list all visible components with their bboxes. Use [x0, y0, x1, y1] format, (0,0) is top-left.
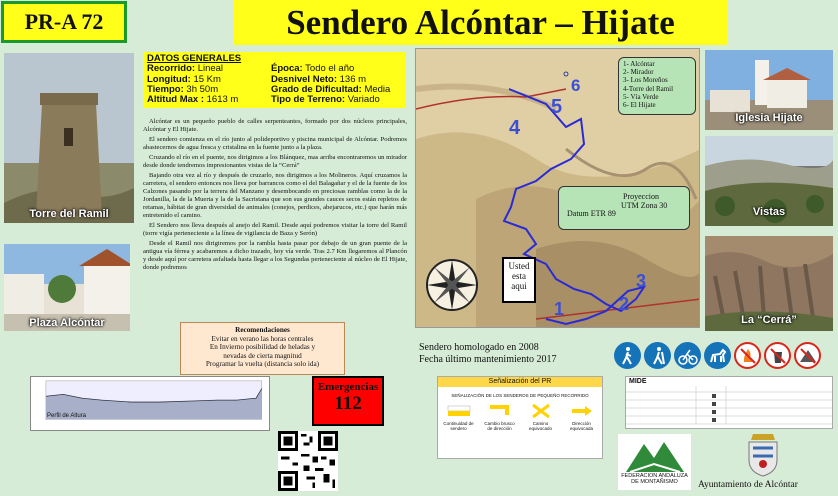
horse-icon: [704, 342, 731, 369]
paragraph: Bajando otra vez al río y después de cruzarlo, nos dirigimos a los Molineros. Aquí cruzamos la carretera, el sendero entonces nos lleva por barrancos como el del Balagañar y el de la fuente de los Calzones pasando por la terrera del Manzano y desembocando en preciosas ramblas como la de la Jordanilla, la de la Muerta y la de la Sacristana que son sus grandes cauces secos están repletos de retamas, hábitat de gran diversidad de animales (conejos, perdices, abejarucos, etc.) que harán más entretenido el camino.: [143, 172, 407, 219]
projection-box: [558, 186, 690, 230]
projection-title: Proyeccion: [623, 192, 659, 201]
profile-label: Perfil de Altura: [47, 413, 87, 419]
cyclist-icon: [674, 342, 701, 369]
caption-vistas: Vistas: [752, 206, 786, 218]
map-marker-3: 3: [636, 271, 647, 291]
value-recorrido: Lineal: [197, 63, 224, 75]
you-are-here-line: esta: [512, 271, 526, 281]
fam-logo: [618, 434, 691, 490]
you-are-here-line: Usted: [508, 261, 530, 271]
caption-cerra: La “Cerrá”: [741, 314, 797, 326]
you-are-here-line: aqui: [511, 281, 527, 291]
datos-generales: [143, 52, 405, 108]
walker-icon: [614, 342, 641, 369]
activity-icons: [614, 342, 836, 372]
recomendacion: En Invierno posibilidad de heladas y: [209, 343, 316, 352]
mide-panel: [625, 376, 833, 429]
photo-torre: [4, 53, 134, 223]
signage-item-label: Dirección equivocada: [569, 421, 594, 431]
value-longitud: 15 Km: [193, 73, 221, 85]
map-marker-5: 5: [551, 96, 563, 118]
wrong-way-mark-icon: [528, 403, 554, 419]
label-longitud: Longitud:: [147, 73, 191, 85]
homologation-info: [419, 342, 556, 366]
emergency-label: Emergencias: [317, 381, 379, 393]
direction-mark-icon: [569, 403, 595, 419]
label-grado: Grado de Dificultad:: [271, 83, 362, 95]
caption-iglesia: Iglesia Hijate: [735, 112, 803, 124]
projection-zone: UTM Zona 30: [621, 201, 668, 210]
elevation-profile: [30, 376, 270, 431]
mide-label: MIDE: [629, 378, 647, 385]
map-marker-6: 6: [571, 76, 581, 95]
caption-torre: Torre del Ramil: [29, 208, 109, 220]
continuity-mark-icon: [446, 403, 472, 419]
no-litter-icon: [764, 342, 791, 369]
no-camping-icon: [794, 342, 821, 369]
signage-panel: [437, 376, 603, 459]
fam-text: FEDERACION ANDALUZA DE MONTAÑISMO: [621, 473, 688, 485]
value-epoca: Todo el año: [305, 63, 355, 75]
route-code: PR-A 72: [1, 1, 127, 43]
signage-marks: [438, 403, 602, 419]
value-tiempo: 3h 50m: [186, 83, 219, 95]
recomendaciones-box: [180, 322, 345, 375]
map-marker-4: 4: [509, 117, 521, 139]
recomendacion: Evitar en verano las horas centrales: [211, 334, 314, 343]
recomendacion: nevadas de cierta magnitud: [223, 351, 302, 360]
emergency-number: 112: [334, 393, 362, 414]
legend-item: 4-Torre del Ramil: [623, 84, 674, 93]
map-marker-2: 2: [619, 294, 630, 314]
legend-item: 5- Vía Verde: [623, 92, 659, 101]
caption-plaza: Plaza Alcóntar: [29, 317, 105, 329]
label-desnivel: Desnivel Neto:: [271, 73, 337, 85]
value-grado: Media: [364, 83, 391, 95]
label-tiempo: Tiempo:: [147, 83, 184, 95]
page-title: Sendero Alcóntar – Hijate: [233, 0, 728, 45]
photo-plaza: [4, 244, 130, 331]
homologation-line: Fecha último mantenimiento 2017: [419, 354, 557, 365]
value-terreno: Variado: [347, 94, 380, 106]
photo-cerra: [705, 236, 833, 331]
paragraph: El Sendero nos lleva después al anejo del Ramil. Desde aquí podremos visitar la torre del Ramil (torre vigía perteneciente a la línea de vigilancia de Baza y Serón): [143, 222, 407, 237]
photo-vistas: [705, 136, 833, 226]
compass-rose-icon: [424, 257, 480, 313]
mide-table: [626, 386, 832, 428]
legend-item: 6- El Hijate: [623, 101, 656, 110]
you-are-here: [502, 257, 536, 303]
hiker-icon: [644, 342, 671, 369]
turn-mark-icon: [487, 403, 513, 419]
label-altitud: Altitud Max :: [147, 94, 204, 106]
homologation-line: Sendero homologado en 2008: [419, 342, 539, 353]
label-epoca: Época:: [271, 63, 303, 75]
value-altitud: 1613 m: [206, 94, 239, 106]
signage-item-label: Cambio brusco de dirección: [484, 421, 515, 431]
signage-subheading: SEÑALIZACIÓN DE LOS SENDEROS DE PEQUEÑO RECORRIDO: [451, 393, 589, 398]
paragraph: Desde el Ramil nos dirigiremos por la rambla hasta pasar por debajo de un gran puente de la antigua vía férrea y acabaremos a dicho trazado, hoy vía verde. Tras 2.7 Km llegaremos al Plancón y desde aquí por carretera asfaltada hasta llegar a los Segundas perteneciente al núcleo de El Hijate, donde podremos: [143, 240, 407, 271]
map-marker-1: 1: [554, 299, 565, 319]
recomendacion: Programar la vuelta (distancia solo ida): [205, 360, 320, 369]
signage-item-label: Camino equivocado: [528, 421, 553, 431]
elevation-chart: [31, 377, 269, 430]
paragraph: Alcóntar es un pequeño pueblo de calles serpenteantes, formado por dos núcleos principales, Alcóntar y El Hijate.: [143, 118, 407, 133]
emergency-box: [312, 376, 384, 426]
paragraph: Cruzando el río en el puente, nos dirigimos a los Blánquez, mas arriba encontraremos un mirador desde donde tendremos impresionantes vistas de la “Cerrá”: [143, 154, 407, 169]
signage-heading: Señalización del PR: [438, 377, 602, 387]
paragraph: El sendero comienza en el río junto al polideportivo y piscina municipal de Alcóntar. Podremos abastecernos de agua fresca y cristalina en la fuente junto a la plaza.: [143, 136, 407, 151]
no-fire-icon: [734, 342, 761, 369]
label-recorrido: Recorrido:: [147, 63, 196, 75]
route-description: [143, 118, 407, 274]
photo-iglesia: [705, 50, 833, 130]
legend-item: 3- Los Moreños: [623, 76, 668, 85]
coat-of-arms-icon: [743, 432, 783, 478]
ayuntamiento-label: Ayuntamiento de Alcóntar: [698, 480, 798, 490]
value-desnivel: 136 m: [339, 73, 367, 85]
datos-heading: DATOS GENERALES: [147, 53, 242, 64]
projection-datum: Datum ETR 89: [567, 209, 616, 218]
legend-item: 2- Mirador: [623, 68, 654, 77]
recomendaciones-heading: Recomendaciones: [235, 326, 290, 334]
label-terreno: Tipo de Terreno:: [271, 94, 346, 106]
legend-item: 1- Alcóntar: [623, 60, 655, 68]
qr-code[interactable]: [278, 431, 338, 491]
signage-item-label: Continuidad de sendero: [443, 421, 474, 431]
map-legend: [618, 57, 696, 115]
